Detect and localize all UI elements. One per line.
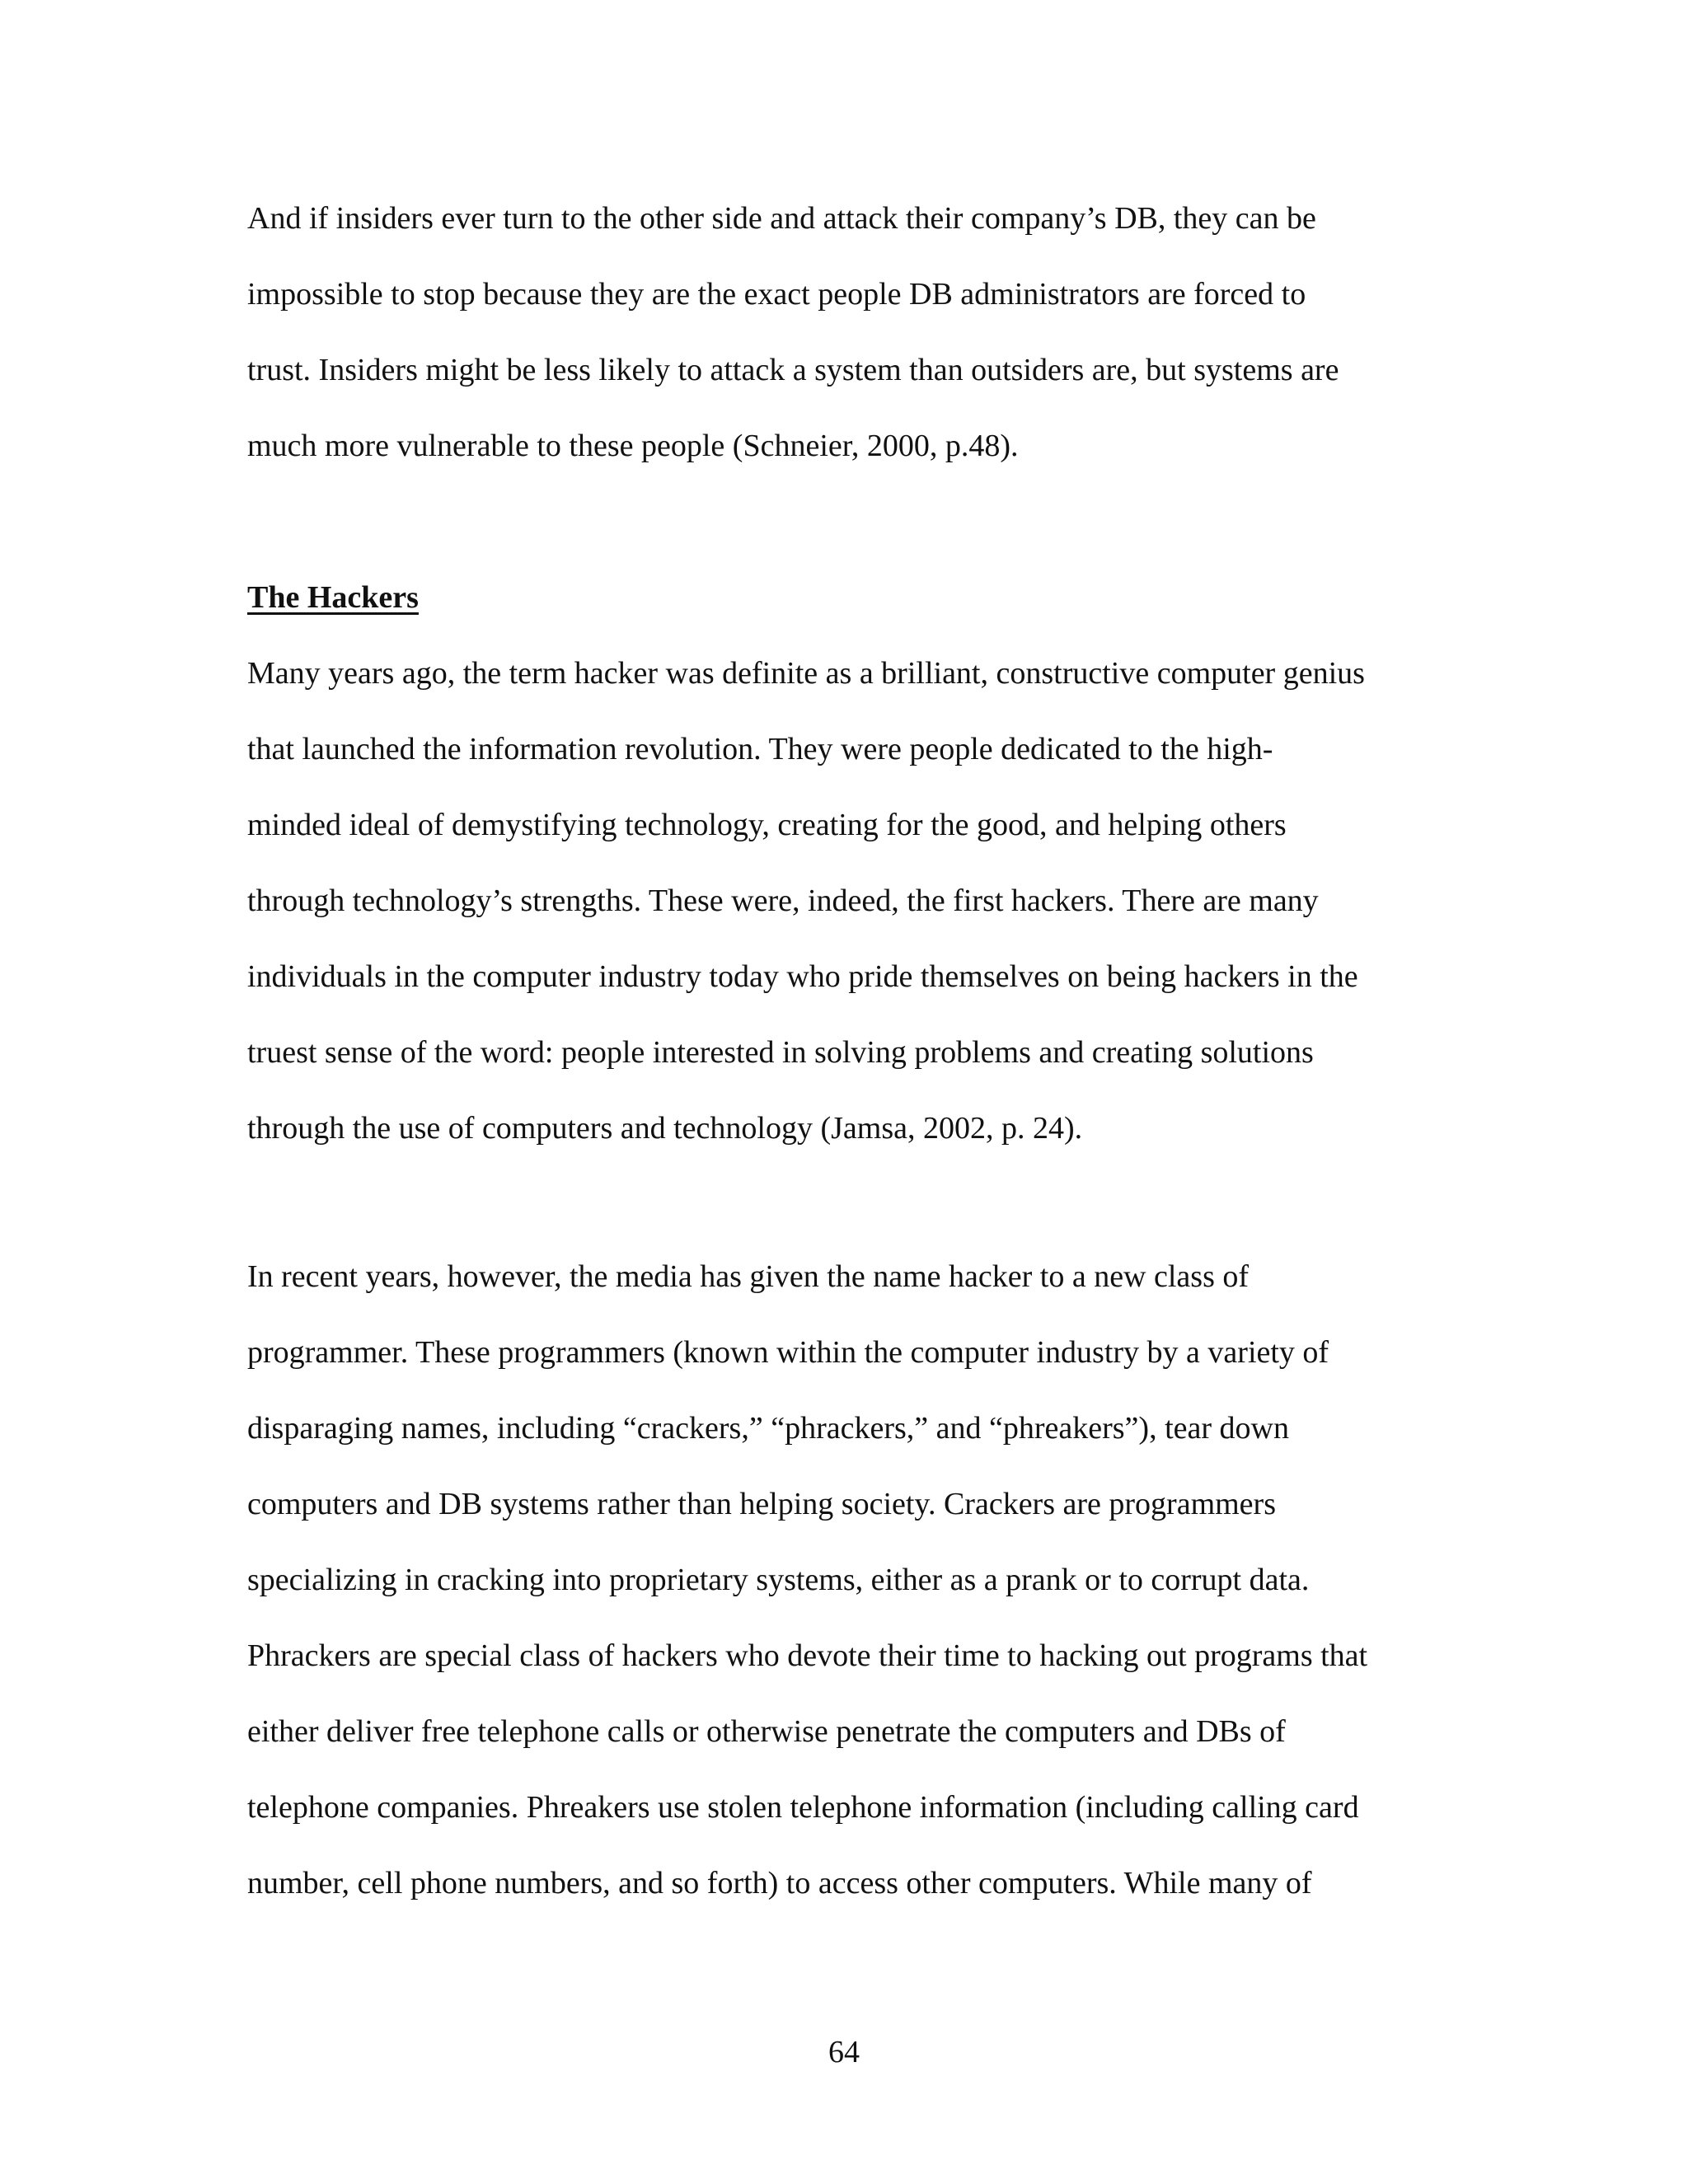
text-line: In recent years, however, the media has given the name hacker to a new class of <box>247 1259 1250 1294</box>
text-line: number, cell phone numbers, and so forth) to access other computers. While many of <box>247 1866 1312 1900</box>
text-line: minded ideal of demystifying technology, creating for the good, and helping others <box>247 808 1287 842</box>
text-line: telephone companies. Phreakers use stolen telephone information (including calling card <box>247 1790 1359 1825</box>
section-heading: The Hackers <box>247 580 419 615</box>
text-line: truest sense of the word: people interested in solving problems and creating solutions <box>247 1035 1314 1070</box>
text-line: through technology’s strengths. These were, indeed, the first hackers. There are many <box>247 883 1319 918</box>
text-line: much more vulnerable to these people (Schneier, 2000, p.48). <box>247 429 1019 463</box>
text-line: Many years ago, the term hacker was definite as a brilliant, constructive computer genius <box>247 656 1365 691</box>
text-line: specializing in cracking into proprietary systems, either as a prank or to corrupt data. <box>247 1563 1310 1597</box>
text-line: impossible to stop because they are the exact people DB administrators are forced to <box>247 277 1306 312</box>
paragraph-insiders <box>247 180 1451 484</box>
text-line: individuals in the computer industry today who pride themselves on being hackers in the <box>247 959 1358 994</box>
paragraph-crackers <box>247 1239 1451 1921</box>
text-line: programmer. These programmers (known within the computer industry by a variety of <box>247 1335 1329 1370</box>
text-line: either deliver free telephone calls or otherwise penetrate the computers and DBs of <box>247 1714 1286 1749</box>
text-line: And if insiders ever turn to the other side and attack their company’s DB, they can be <box>247 201 1316 236</box>
text-line: trust. Insiders might be less likely to attack a system than outsiders are, but systems are <box>247 353 1339 387</box>
text-line: disparaging names, including “crackers,” “phrackers,” and “phreakers”), tear down <box>247 1411 1289 1446</box>
text-line: that launched the information revolution. They were people dedicated to the high- <box>247 732 1273 766</box>
text-line: computers and DB systems rather than helping society. Crackers are programmers <box>247 1487 1276 1521</box>
text-line: Phrackers are special class of hackers who devote their time to hacking out programs that <box>247 1638 1368 1673</box>
text-line: through the use of computers and technology (Jamsa, 2002, p. 24). <box>247 1111 1083 1146</box>
paragraph-hackers-history <box>247 635 1451 1166</box>
page-number: 64 <box>828 2035 860 2069</box>
